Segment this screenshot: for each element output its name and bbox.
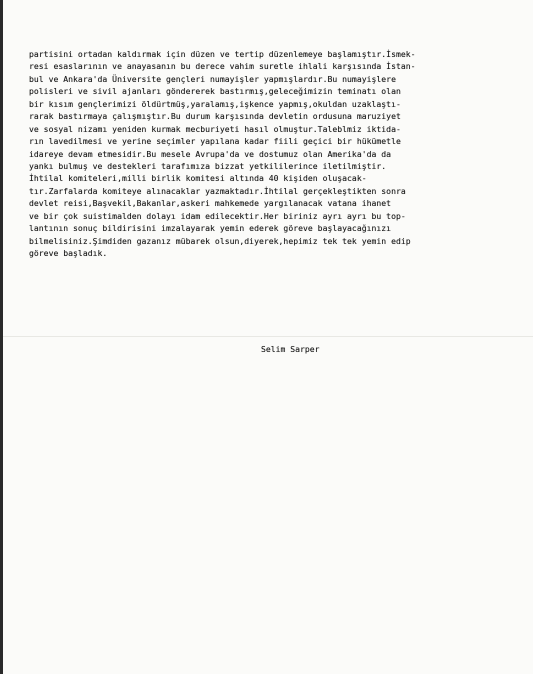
text-line: devlet reisi,Başvekil,Bakanlar,askeri mahkemede yargılanacak vatana ihanet <box>29 198 392 209</box>
text-line: bul ve Ankara'da Üniversite gençleri numayişler yapmışlardır.Bu numayişlere <box>29 73 396 84</box>
text-line: bilmelisiniz.Şimdiden gazanız mübarek olsun,diyerek,hepimiz tek tek yemin edip <box>29 235 411 246</box>
text-line: ve sosyal nizamı yeniden kurmak mecburiyeti hasıl olmuştur.Taleblmiz iktida- <box>29 123 401 134</box>
text-line: yankı bulmuş ve destekleri tarafımıza bizzat yetkililerince iletilmiştir. <box>29 160 387 171</box>
text-line: resi esaslarının ve anayasanın bu derece vahim suretle ihlali karşısında İstan- <box>29 61 416 72</box>
text-line: rarak bastırmaya çalışmıştır.Bu durum karşısında devletin ordusuna maruziyet <box>29 111 401 122</box>
text-line: partisini ortadan kaldırmak için düzen ve tertip düzenlemeye başlamıştır.İsmek- <box>29 49 416 59</box>
text-line: idareye devam etmesidir.Bu mesele Avrupa'da ve dostumuz olan Amerika'da da <box>29 148 392 159</box>
page-fold-line <box>3 336 533 337</box>
text-line: rın lavedilmesi ve yerine seçimler yapılana kadar fiili geçici bir hükümetle <box>29 136 401 147</box>
document-body <box>29 48 529 259</box>
text-line: bir kısım gençlerimizi öldürtmüş,yaralamış,işkence yapmış,okuldan uzaklaştı- <box>29 98 401 109</box>
text-line: polisleri ve sivil ajanları göndererek bastırmış,geleceğimizin teminatı olan <box>29 86 401 97</box>
text-line: tır.Zarfalarda komiteye alınacaklar yazmaktadır.İhtilal gerçekleştikten sonra <box>29 185 406 196</box>
signature-name: Selim Sarper <box>261 344 320 354</box>
text-line: lantının sonuç bildirisini imzalayarak yemin ederek göreve başlayacağınızı <box>29 223 392 234</box>
text-line: İhtilal komiteleri,milli birlik komitesi altında 40 kişiden oluşacak- <box>29 173 367 184</box>
text-line: göreve başladık. <box>29 248 108 258</box>
text-line: ve bir çok suistimalden dolayı idam edilecektir.Her biriniz ayrı ayrı bu top- <box>29 210 406 221</box>
